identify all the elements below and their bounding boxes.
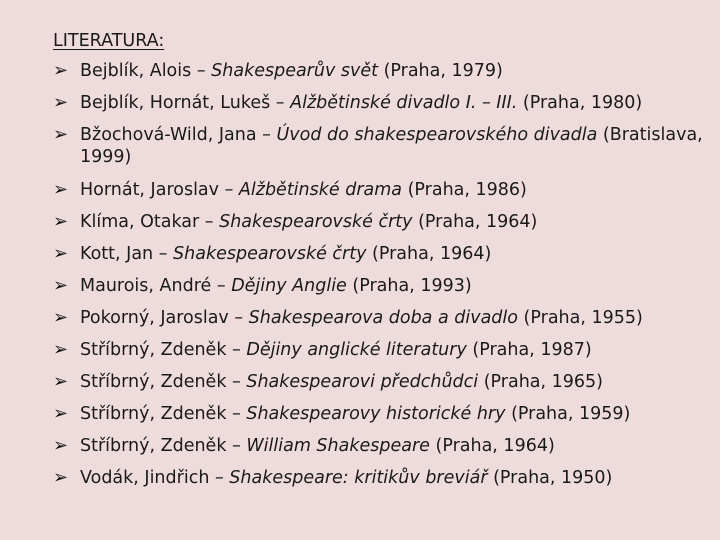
- arrow-bullet-icon: ➢: [53, 124, 69, 145]
- book-title: Alžbětinské drama: [238, 180, 403, 200]
- author: Stříbrný, Zdeněk: [80, 340, 227, 360]
- book-title: Dějiny Anglie: [231, 276, 347, 296]
- publication: (Praha, 1955): [517, 308, 643, 328]
- separator: –: [153, 244, 174, 264]
- book-title: Shakespeare: kritikův breviář: [229, 468, 488, 488]
- arrow-bullet-icon: ➢: [53, 179, 69, 200]
- list-item: [53, 371, 703, 393]
- list-item: [53, 403, 703, 425]
- separator: –: [228, 308, 249, 328]
- separator: –: [191, 61, 212, 81]
- author: Bejblík, Hornát, Lukeš: [80, 93, 271, 113]
- list-item: [53, 60, 703, 82]
- separator: –: [211, 276, 232, 296]
- book-title: Shakespearovské črty: [219, 212, 413, 232]
- list-item: [53, 307, 703, 329]
- publication: (Praha, 1964): [412, 212, 538, 232]
- arrow-bullet-icon: ➢: [53, 243, 69, 264]
- list-item: [53, 339, 703, 361]
- book-title: Shakespearovi předchůdci: [246, 372, 479, 392]
- list-item: [53, 179, 703, 201]
- book-title: Dějiny anglické literatury: [246, 340, 467, 360]
- arrow-bullet-icon: ➢: [53, 371, 69, 392]
- author: Klíma, Otakar: [80, 212, 200, 232]
- publication: (Praha, 1965): [478, 372, 604, 392]
- author: Stříbrný, Zdeněk: [80, 436, 227, 456]
- publication: (Praha, 1980): [517, 93, 643, 113]
- publication: (Praha, 1979): [378, 61, 503, 81]
- author: Maurois, André: [80, 276, 212, 296]
- separator: –: [226, 404, 247, 424]
- separator: –: [209, 468, 230, 488]
- list-item: [53, 92, 703, 114]
- arrow-bullet-icon: ➢: [53, 60, 69, 81]
- publication: (Praha, 1950): [487, 468, 613, 488]
- arrow-bullet-icon: ➢: [53, 435, 69, 456]
- separator: –: [226, 372, 247, 392]
- separator: –: [219, 180, 239, 200]
- publication: (Praha, 1987): [466, 340, 592, 360]
- arrow-bullet-icon: ➢: [53, 339, 69, 360]
- author: Bejblík, Alois: [80, 61, 192, 81]
- list-item: [53, 435, 703, 457]
- separator: –: [270, 93, 291, 113]
- publication: (Praha, 1964): [429, 436, 555, 456]
- list-item: [53, 275, 703, 297]
- page-title: LITERATURA:: [53, 31, 165, 51]
- author: Stříbrný, Zdeněk: [80, 372, 227, 392]
- arrow-bullet-icon: ➢: [53, 211, 69, 232]
- separator: –: [226, 340, 247, 360]
- list-item: [53, 467, 703, 489]
- book-title: William Shakespeare: [246, 436, 430, 456]
- book-title: Shakespearův svět: [211, 61, 378, 81]
- author: Hornát, Jaroslav: [80, 180, 220, 200]
- list-item: [53, 243, 703, 265]
- publication: (Praha, 1964): [366, 244, 492, 264]
- publication: (Praha, 1959): [505, 404, 631, 424]
- author: Vodák, Jindřich: [80, 468, 210, 488]
- bibliography-list: [53, 60, 703, 499]
- separator: –: [226, 436, 247, 456]
- arrow-bullet-icon: ➢: [53, 403, 69, 424]
- author: Kott, Jan: [80, 244, 154, 264]
- separator: –: [199, 212, 220, 232]
- publication: (Bratislava, 1999): [80, 125, 703, 167]
- separator: –: [256, 125, 277, 145]
- book-title: Shakespearova doba a divadlo: [248, 308, 518, 328]
- arrow-bullet-icon: ➢: [53, 307, 69, 328]
- book-title: Shakespearovy historické hry: [246, 404, 506, 424]
- book-title: Úvod do shakespearovského divadla: [276, 125, 598, 145]
- author: Stříbrný, Zdeněk: [80, 404, 227, 424]
- book-title: Shakespearovské črty: [173, 244, 367, 264]
- arrow-bullet-icon: ➢: [53, 92, 69, 113]
- arrow-bullet-icon: ➢: [53, 275, 69, 296]
- arrow-bullet-icon: ➢: [53, 467, 69, 488]
- list-item: [53, 124, 703, 168]
- publication: (Praha, 1993): [346, 276, 472, 296]
- book-title: Alžbětinské divadlo I. – III.: [290, 93, 518, 113]
- list-item: [53, 211, 703, 233]
- publication: (Praha, 1986): [402, 180, 527, 200]
- author: Pokorný, Jaroslav: [80, 308, 229, 328]
- author: Bžochová-Wild, Jana: [80, 125, 257, 145]
